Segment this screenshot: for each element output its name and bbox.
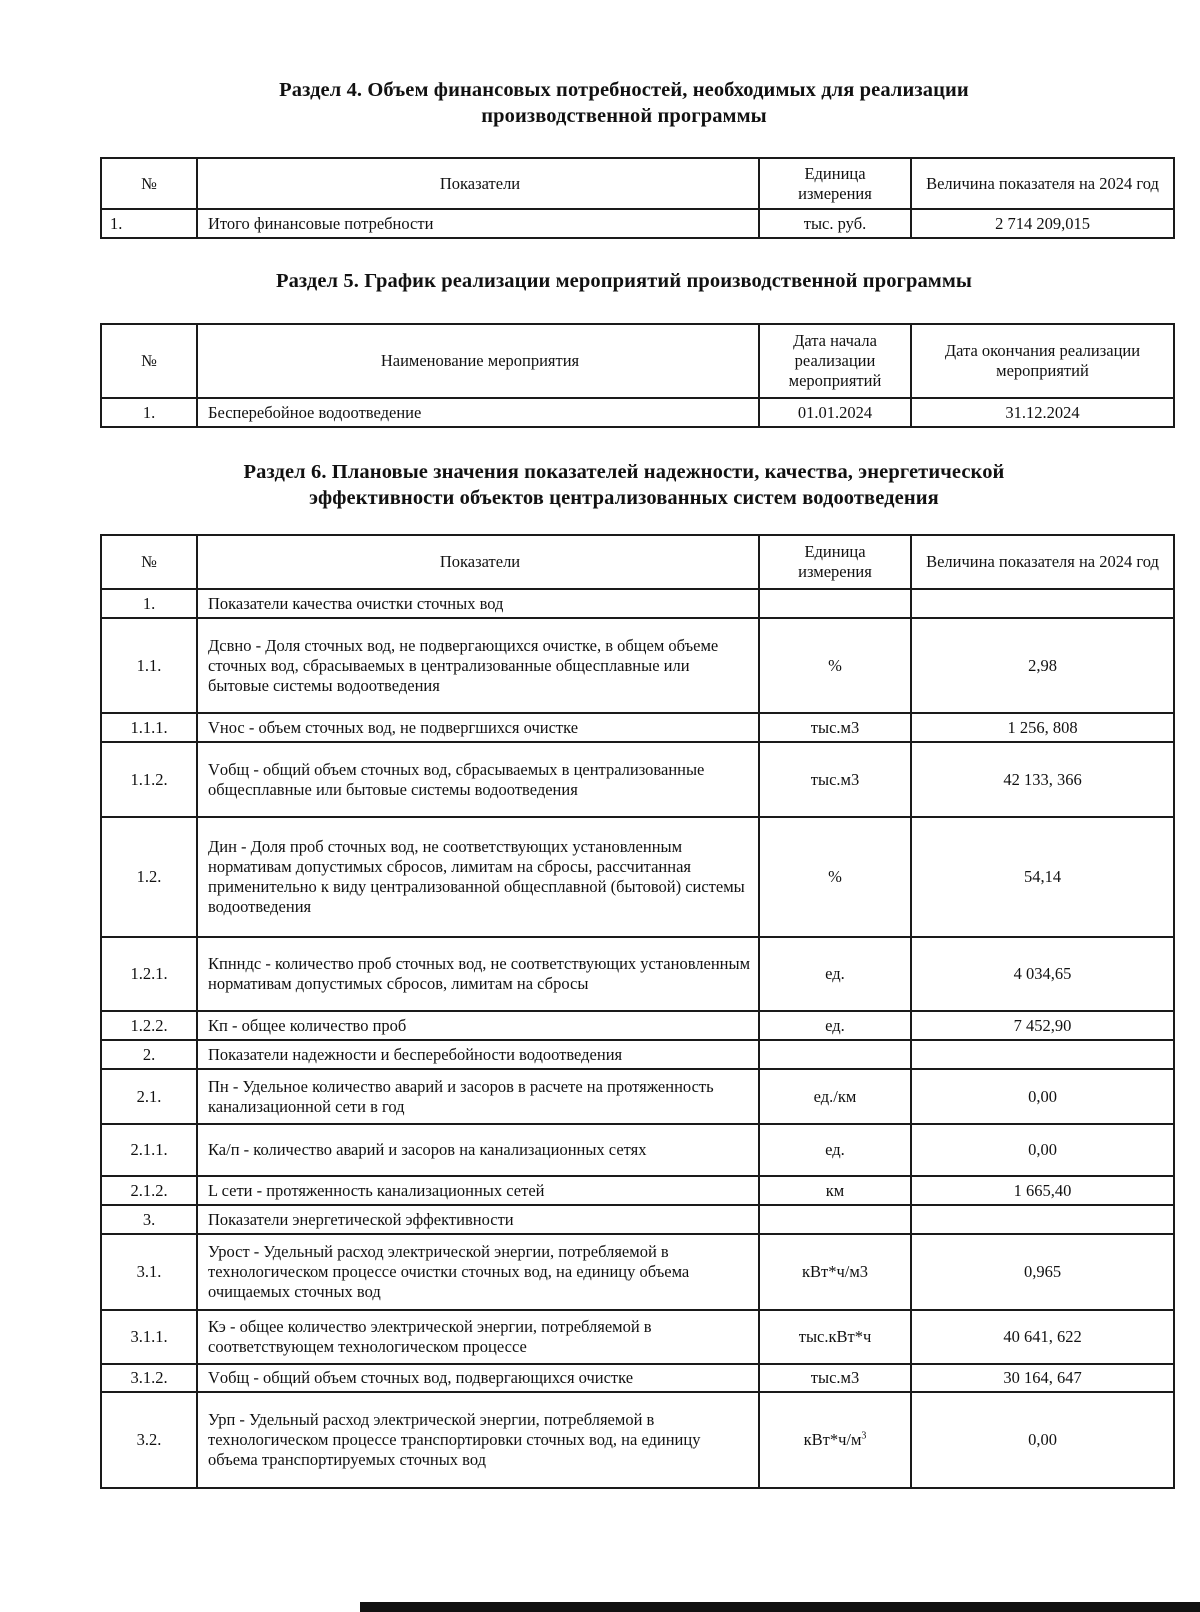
row-number: 3.1.2. [101, 1364, 197, 1392]
header-unit: Единица измерения [759, 535, 911, 589]
section-4-title-line-2: производственной программы [481, 105, 767, 127]
row-value: 42 133, 366 [911, 742, 1174, 817]
row-unit [759, 1392, 911, 1488]
row-number: 3.2. [101, 1392, 197, 1488]
row-name: Бесперебойное водоотведение [197, 398, 759, 427]
table-header-row [101, 324, 1174, 398]
row-value: 0,00 [911, 1069, 1174, 1124]
table-row [101, 1040, 1174, 1069]
header-indicators: Показатели [197, 535, 759, 589]
row-unit [759, 589, 911, 618]
table-row [101, 1310, 1174, 1364]
row-unit: ед. [759, 1124, 911, 1176]
row-number: 1.1. [101, 618, 197, 713]
row-unit: ед. [759, 937, 911, 1011]
section-5-title: Раздел 5. График реализации мероприятий производственной программы [275, 270, 973, 292]
row-unit: ед. [759, 1011, 911, 1040]
header-end-date: Дата окончания реализации мероприятий [911, 324, 1174, 398]
table-row [101, 1234, 1174, 1310]
table-header-row [101, 535, 1174, 589]
row-value: 30 164, 647 [911, 1364, 1174, 1392]
row-number: 3.1.1. [101, 1310, 197, 1364]
row-name: Пн - Удельное количество аварий и засоров в расчете на протяженность канализационной сети в год [197, 1069, 759, 1124]
row-name: Кпнндс - количество проб сточных вод, не соответствующих установленным нормативам допустимых сбросов, лимитам на сбросы [197, 937, 759, 1011]
row-name: Vнос - объем сточных вод, не подвергшихся очистке [197, 713, 759, 742]
scan-edge-border [360, 1602, 1200, 1612]
header-number: № [101, 158, 197, 209]
section-4-title [100, 77, 1148, 129]
row-unit: % [759, 618, 911, 713]
row-value: 0,00 [911, 1392, 1174, 1488]
row-value [911, 1040, 1174, 1069]
row-name: Ка/п - количество аварий и засоров на канализационных сетях [197, 1124, 759, 1176]
table-row [101, 742, 1174, 817]
row-value: 7 452,90 [911, 1011, 1174, 1040]
row-unit-text: кВт*ч/м [803, 1430, 862, 1449]
row-number: 1.2.1. [101, 937, 197, 1011]
row-start-date: 01.01.2024 [759, 398, 911, 427]
row-value: 54,14 [911, 817, 1174, 937]
table-row [101, 937, 1174, 1011]
header-value: Величина показателя на 2024 год [911, 158, 1174, 209]
table-row [101, 1364, 1174, 1392]
row-unit: ед./км [759, 1069, 911, 1124]
row-name: L сети - протяженность канализационных сетей [197, 1176, 759, 1205]
row-name: Итого финансовые потребности [197, 209, 759, 238]
row-value: 2 714 209,015 [911, 209, 1174, 238]
header-number: № [101, 535, 197, 589]
table-row [101, 1124, 1174, 1176]
row-name: Показатели качества очистки сточных вод [197, 589, 759, 618]
row-number: 1.2. [101, 817, 197, 937]
section-6-title [100, 459, 1148, 511]
row-unit: тыс. руб. [759, 209, 911, 238]
row-value [911, 589, 1174, 618]
row-number: 1.2.2. [101, 1011, 197, 1040]
row-unit: тыс.м3 [759, 742, 911, 817]
table-row [101, 1392, 1174, 1488]
row-number: 2.1. [101, 1069, 197, 1124]
row-name: Кэ - общее количество электрической энергии, потребляемой в соответствующем технологическом процессе [197, 1310, 759, 1364]
header-start-date: Дата начала реализации мероприятий [759, 324, 911, 398]
row-name: Vобщ - общий объем сточных вод, подвергающихся очистке [197, 1364, 759, 1392]
table-row [101, 1069, 1174, 1124]
row-name: Урп - Удельный расход электрической энергии, потребляемой в технологическом процессе транспортировки сточных вод, на единицу объема транспортируемых сточных вод [197, 1392, 759, 1488]
row-number: 2.1.1. [101, 1124, 197, 1176]
indicators-table [100, 534, 1175, 1489]
row-number: 1.1.2. [101, 742, 197, 817]
table-row [101, 817, 1174, 937]
header-activity-name: Наименование мероприятия [197, 324, 759, 398]
row-number: 3.1. [101, 1234, 197, 1310]
row-unit: тыс.кВт*ч [759, 1310, 911, 1364]
schedule-table [100, 323, 1175, 428]
financial-needs-table [100, 157, 1175, 239]
row-number: 1. [101, 589, 197, 618]
table-row [101, 1011, 1174, 1040]
row-value [911, 1205, 1174, 1234]
row-number: 1. [101, 398, 197, 427]
header-number: № [101, 324, 197, 398]
header-value: Величина показателя на 2024 год [911, 535, 1174, 589]
section-4-heading [100, 77, 1148, 129]
table-row [101, 713, 1174, 742]
row-unit: кВт*ч/м3 [759, 1234, 911, 1310]
unit-superscript: 3 [861, 1430, 867, 1442]
row-unit [759, 1205, 911, 1234]
row-end-date: 31.12.2024 [911, 398, 1174, 427]
row-unit: км [759, 1176, 911, 1205]
row-unit [759, 1040, 911, 1069]
row-name: Показатели надежности и бесперебойности водоотведения [197, 1040, 759, 1069]
row-value: 40 641, 622 [911, 1310, 1174, 1364]
section-6-title-line-1: Раздел 6. Плановые значения показателей надежности, качества, энергетической [243, 461, 1005, 483]
table-row [101, 618, 1174, 713]
row-value: 0,00 [911, 1124, 1174, 1176]
section-6-heading [100, 459, 1148, 511]
table-row [101, 398, 1174, 427]
row-number: 2.1.2. [101, 1176, 197, 1205]
row-unit: тыс.м3 [759, 713, 911, 742]
table-row [101, 1205, 1174, 1234]
row-value: 1 256, 808 [911, 713, 1174, 742]
row-value: 1 665,40 [911, 1176, 1174, 1205]
row-unit: % [759, 817, 911, 937]
row-number: 1. [101, 209, 197, 238]
row-unit: тыс.м3 [759, 1364, 911, 1392]
section-6-title-line-2: эффективности объектов централизованных систем водоотведения [309, 487, 939, 509]
row-name: Дин - Доля проб сточных вод, не соответствующих установленным нормативам допустимых сбросов, лимитам на сбросы, рассчитанная применительно к виду централизованной общесплавной (бытовой) системы водоотведения [197, 817, 759, 937]
row-number: 2. [101, 1040, 197, 1069]
row-value: 4 034,65 [911, 937, 1174, 1011]
table-row [101, 1176, 1174, 1205]
row-number: 3. [101, 1205, 197, 1234]
table-header-row [101, 158, 1174, 209]
row-name: Урост - Удельный расход электрической энергии, потребляемой в технологическом процессе очистки сточных вод, на единицу объема очищаемых сточных вод [197, 1234, 759, 1310]
table-row [101, 209, 1174, 238]
header-unit: Единица измерения [759, 158, 911, 209]
row-value: 0,965 [911, 1234, 1174, 1310]
row-name: Vобщ - общий объем сточных вод, сбрасываемых в централизованные общесплавные или бытовые системы водоотведения [197, 742, 759, 817]
table-row [101, 589, 1174, 618]
row-name: Кп - общее количество проб [197, 1011, 759, 1040]
header-indicators: Показатели [197, 158, 759, 209]
row-name: Показатели энергетической эффективности [197, 1205, 759, 1234]
row-name: Дсвно - Доля сточных вод, не подвергающихся очистке, в общем объеме сточных вод, сбрасываемых в централизованные общесплавные или бытовые системы водоотведения [197, 618, 759, 713]
section-5-heading [100, 268, 1148, 294]
row-number: 1.1.1. [101, 713, 197, 742]
row-value: 2,98 [911, 618, 1174, 713]
section-4-title-line-1: Раздел 4. Объем финансовых потребностей, необходимых для реализации [279, 79, 969, 101]
